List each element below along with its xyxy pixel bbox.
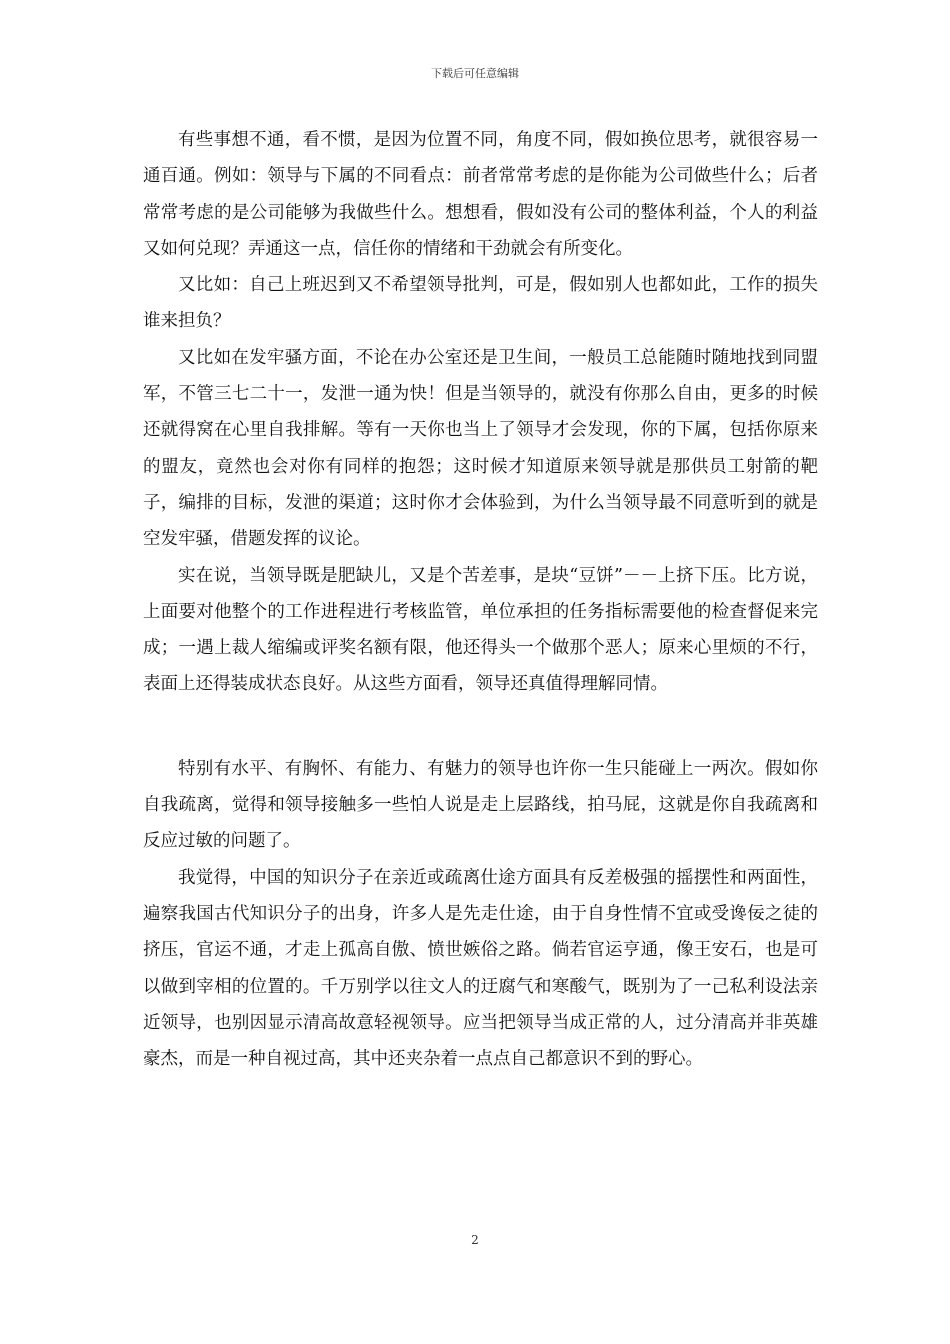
paragraph-4: 实在说，当领导既是肥缺儿，又是个苦差事，是块“豆饼”－－上挤下压。比方说，上面要对他整个的工作进程进行考核监管，单位承担的任务指标需要他的检查督促来完成；一遇上裁人缩编或评奖名额有限，他还得头一个做那个恶人；原来心里烦的不行，表面上还得装成状态良好。从这些方面看，领导还真值得理解同情。 xyxy=(143,565,818,695)
paragraph-1: 有些事想不通，看不惯，是因为位置不同，角度不同，假如换位思考，就很容易一通百通。例如：领导与下属的不同看点：前者常常考虑的是你能为公司做些什么；后者常常考虑的是公司能够为我做些什么。想想看，假如没有公司的整体利益，个人的利益又如何兑现？弄通这一点，信任你的情绪和干劲就会有所变化。 xyxy=(143,130,818,259)
paragraph-spacer xyxy=(143,703,818,751)
paragraph-5: 特别有水平、有胸怀、有能力、有魅力的领导也许你一生只能碰上一两次。假如你自我疏离，觉得和领导接触多一些怕人说是走上层路线，拍马屁，这就是你自我疏离和反应过敏的问题了。 xyxy=(143,758,818,852)
document-body xyxy=(143,122,818,1077)
paragraph-2: 又比如：自己上班迟到又不希望领导批判，可是，假如别人也都如此，工作的损失谁来担负？ xyxy=(143,275,818,332)
page-number: 2 xyxy=(471,1233,479,1247)
page-header: 下载后可任意编辑 xyxy=(431,67,519,80)
paragraph-3: 又比如在发牢骚方面，不论在办公室还是卫生间，一般员工总能随时随地找到同盟军，不管三七二十一，发泄一通为快！但是当领导的，就没有你那么自由，更多的时候还就得窝在心里自我排解。等有一天你也当上了领导才会发现，你的下属，包括你原来的盟友，竟然也会对你有同样的抱怨；这时候才知道原来领导就是那供员工射箭的靶子，编排的目标，发泄的渠道；这时你才会体验到，为什么当领导最不同意听到的就是空发牢骚，借题发挥的议论。 xyxy=(143,347,818,550)
paragraph-6: 我觉得，中国的知识分子在亲近或疏离仕途方面具有反差极强的摇摆性和两面性，遍察我国古代知识分子的出身，许多人是先走仕途，由于自身性情不宜或受谗佞之徒的挤压，官运不通，才走上孤高自傲、愤世嫉俗之路。倘若官运亨通，像王安石，也是可以做到宰相的位置的。千万别学以往文人的迂腐气和寒酸气，既别为了一己私利设法亲近领导，也别因显示清高故意轻视领导。应当把领导当成正常的人，过分清高并非英雄豪杰，而是一种自视过高，其中还夹杂着一点点自己都意识不到的野心。 xyxy=(143,867,818,1070)
